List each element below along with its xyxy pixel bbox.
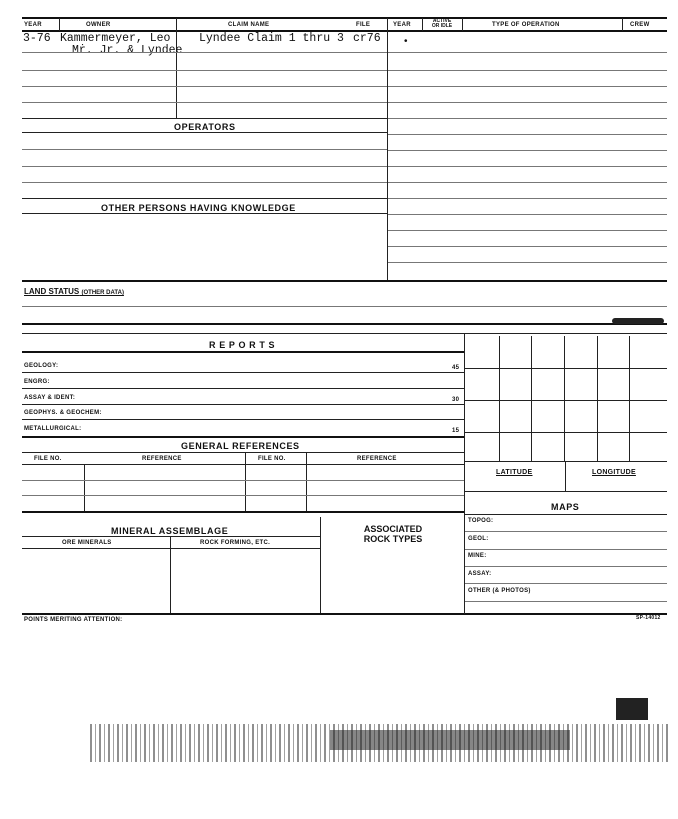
- grid-row-line: [465, 432, 667, 433]
- maps-row-line: [465, 583, 667, 584]
- other-persons-heading: OTHER PERSONS HAVING KNOWLEDGE: [101, 203, 296, 213]
- row-line: [22, 213, 387, 214]
- row-line: [22, 52, 387, 53]
- mineral-col-ore: ORE MINERALS: [62, 540, 112, 546]
- owner-claim-sep: [176, 18, 177, 118]
- row-line: [22, 102, 387, 103]
- row-line: [22, 166, 387, 167]
- scan-blot: [616, 698, 648, 720]
- operators-heading: OPERATORS: [174, 122, 236, 132]
- form-id: SP-14012: [636, 615, 661, 621]
- header-active-idle: ACTIVE OR IDLE: [431, 18, 453, 29]
- entry-owner-line1: Kammermeyer, Leo: [60, 32, 171, 45]
- right-row-line: [388, 166, 667, 167]
- reports-header-rule: [22, 351, 464, 353]
- grid-line: [531, 336, 532, 461]
- header-sep: [462, 18, 463, 31]
- latitude-label: LATITUDE: [496, 469, 533, 476]
- right-row-line: [388, 262, 667, 263]
- refs-col-file-no-2: FILE NO.: [258, 456, 286, 462]
- maps-row-assay: ASSAY:: [468, 571, 492, 577]
- mineral-header-bottom: [22, 548, 320, 549]
- grid-line: [499, 336, 500, 461]
- header-year-2: YEAR: [393, 22, 411, 28]
- points-meriting-attention: POINTS MERITING ATTENTION:: [24, 617, 123, 623]
- report-row-line: [22, 372, 464, 373]
- refs-row-line: [22, 495, 464, 496]
- right-row-line: [388, 246, 667, 247]
- refs-col-sep: [84, 464, 85, 511]
- grid-row-line: [465, 368, 667, 369]
- reports-heading: R E P O R T S: [209, 340, 276, 350]
- header-year: YEAR: [24, 22, 42, 28]
- header-claim-name: CLAIM NAME: [228, 22, 270, 28]
- header-type-of-operation: TYPE OF OPERATION: [492, 22, 560, 28]
- refs-bottom-rule: [22, 511, 464, 513]
- mineral-assemblage-heading: MINERAL ASSEMBLAGE: [111, 526, 229, 536]
- header-crew: CREW: [630, 22, 650, 28]
- maps-row-mine: MINE:: [468, 553, 487, 559]
- row-line: [22, 182, 387, 183]
- maps-row-line: [465, 549, 667, 550]
- report-label-geophys: GEOPHYS. & GEOCHEM:: [24, 410, 102, 416]
- land-status-bottom-rule: [22, 323, 667, 325]
- right-row-line: [388, 182, 667, 183]
- report-label-metallurgical: METALLURGICAL:: [24, 426, 82, 432]
- grid-row-line: [465, 400, 667, 401]
- maps-row-topog: TOPOG:: [468, 518, 494, 524]
- grid-line: [597, 336, 598, 461]
- general-references-heading: GENERAL REFERENCES: [181, 441, 300, 451]
- associated-rock-types-heading: ASSOCIATED ROCK TYPES: [363, 524, 423, 544]
- lower-bottom-rule: [22, 613, 667, 615]
- header-owner: OWNER: [86, 22, 111, 28]
- right-row-line: [388, 214, 667, 215]
- right-row-line: [388, 198, 667, 199]
- maps-row-line: [465, 601, 667, 602]
- scan-noise-dark: [330, 730, 570, 750]
- report-label-geology: GEOLOGY:: [24, 363, 59, 369]
- row-line: [22, 70, 387, 71]
- right-row-line: [388, 86, 667, 87]
- row-line: [22, 118, 387, 119]
- report-label-assay: ASSAY & IDENT:: [24, 395, 76, 401]
- refs-row-line: [22, 480, 464, 481]
- report-label-engrg: ENGRG:: [24, 379, 50, 385]
- row-line: [22, 149, 387, 150]
- longitude-label: LONGITUDE: [592, 469, 636, 476]
- entry-file: cr76: [353, 32, 381, 45]
- land-status-heading: LAND STATUS (OTHER DATA): [24, 287, 124, 296]
- land-status-line: [22, 306, 667, 307]
- mineral-col-sep: [170, 536, 171, 613]
- right-row-line: [388, 150, 667, 151]
- refs-col-sep: [306, 452, 307, 511]
- maps-header-line: [465, 514, 667, 515]
- header-file: FILE: [356, 22, 371, 28]
- report-code-geology: 45: [452, 365, 460, 371]
- right-row-line: [388, 118, 667, 119]
- refs-col-reference: REFERENCE: [142, 456, 182, 462]
- mineral-header-top: [22, 536, 320, 537]
- mineral-rock-sep: [320, 517, 321, 613]
- right-row-line: [388, 102, 667, 103]
- report-row-line: [22, 388, 464, 389]
- right-row-line: [388, 230, 667, 231]
- refs-col-reference-2: REFERENCE: [357, 456, 397, 462]
- right-panel-sep: [464, 333, 465, 614]
- report-row-line: [22, 404, 464, 405]
- row-line: [22, 198, 387, 199]
- refs-header-bottom: [22, 464, 464, 465]
- entry-claim: Lyndee Claim 1 thru 3: [199, 32, 344, 45]
- header-top-rule: [22, 17, 667, 19]
- maps-row-line: [465, 566, 667, 567]
- right-row-line: [388, 70, 667, 71]
- entry-active-mark: •: [404, 36, 408, 47]
- scan-blot: [612, 318, 664, 324]
- entry-year: 3-76: [23, 32, 51, 45]
- grid-bottom-line: [465, 461, 667, 462]
- refs-col-file-no: FILE NO.: [34, 456, 62, 462]
- header-sep: [422, 18, 423, 31]
- maps-row-line: [465, 531, 667, 532]
- entry-owner-line2: Mṙ. Jr. & Lyndee: [72, 44, 183, 57]
- reports-top-rule: [22, 333, 667, 334]
- report-code-assay: 30: [452, 397, 460, 403]
- header-sep: [59, 18, 60, 31]
- refs-header-top: [22, 452, 464, 453]
- grid-line: [629, 336, 630, 461]
- maps-row-other: OTHER (& PHOTOS): [468, 588, 531, 594]
- reports-bottom-rule: [22, 436, 464, 438]
- header-sep: [622, 18, 623, 31]
- right-row-line: [388, 134, 667, 135]
- right-row-line: [388, 52, 667, 53]
- refs-col-sep: [245, 452, 246, 511]
- maps-row-geol: GEOL:: [468, 536, 489, 542]
- grid-line: [564, 336, 565, 461]
- coords-bottom-line: [465, 491, 667, 492]
- row-line: [22, 86, 387, 87]
- left-right-sep: [387, 18, 388, 280]
- mineral-col-rock: ROCK FORMING, ETC.: [200, 540, 271, 546]
- maps-heading: MAPS: [551, 502, 580, 512]
- coords-sep: [565, 461, 566, 491]
- report-code-metallurgical: 15: [452, 428, 460, 434]
- upper-bottom-rule: [22, 280, 667, 282]
- report-row-line: [22, 419, 464, 420]
- row-line: [22, 132, 387, 133]
